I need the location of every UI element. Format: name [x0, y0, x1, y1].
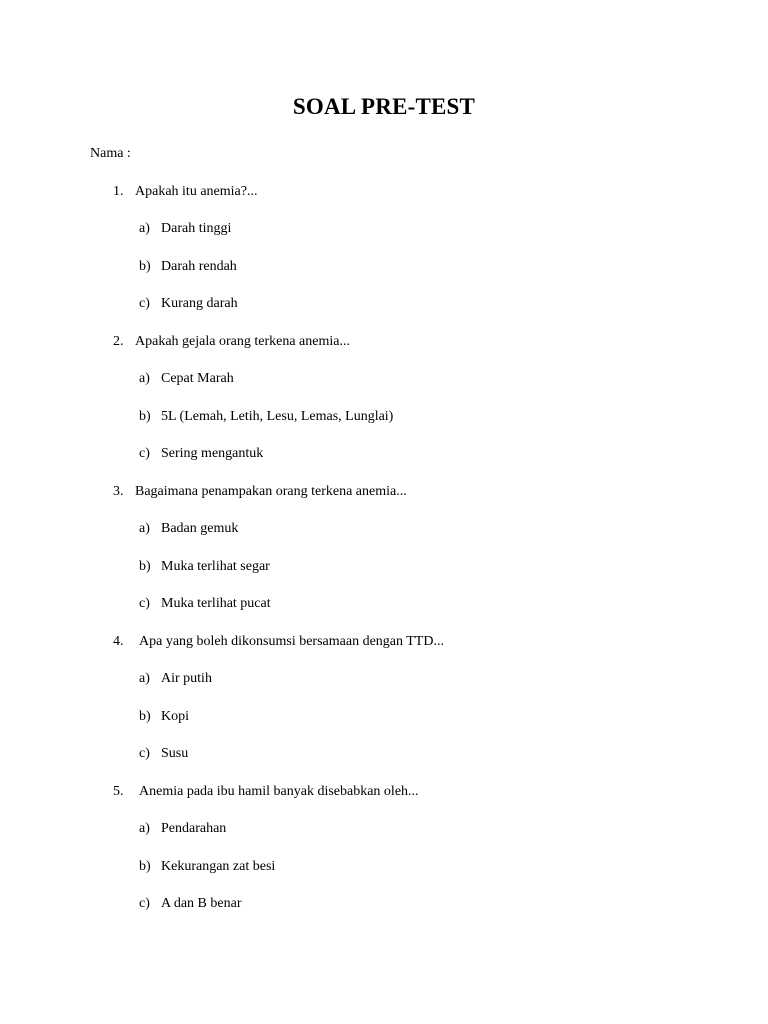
option-letter: c) [139, 896, 150, 911]
option-text: Kekurangan zat besi [161, 859, 276, 874]
question-number: 3. [113, 484, 124, 499]
option-letter: b) [139, 259, 151, 274]
option-text: Sering mengantuk [161, 446, 264, 461]
option-text: Pendarahan [161, 821, 227, 836]
question-text: Bagaimana penampakan orang terkena anemia... [135, 484, 407, 499]
option-text: Darah rendah [161, 259, 237, 274]
option-text: A dan B benar [161, 896, 242, 911]
option-letter: b) [139, 409, 151, 424]
option-text: Badan gemuk [161, 521, 239, 536]
question-text: Anemia pada ibu hamil banyak disebabkan oleh... [139, 784, 419, 799]
option-letter: c) [139, 296, 150, 311]
option-text: 5L (Lemah, Letih, Lesu, Lemas, Lunglai) [161, 409, 394, 424]
question-text: Apa yang boleh dikonsumsi bersamaan dengan TTD... [139, 634, 444, 649]
option-text: Kurang darah [161, 296, 238, 311]
option-letter: a) [139, 371, 150, 386]
option-text: Air putih [161, 671, 212, 686]
option-text: Cepat Marah [161, 371, 234, 386]
question-number: 4. [113, 634, 124, 649]
option-letter: a) [139, 671, 150, 686]
question-number: 2. [113, 334, 124, 349]
option-letter: c) [139, 446, 150, 461]
option-text: Susu [161, 746, 189, 761]
page-title: SOAL PRE-TEST [292, 94, 476, 119]
option-text: Muka terlihat segar [161, 559, 270, 574]
option-text: Muka terlihat pucat [161, 596, 271, 611]
option-letter: c) [139, 596, 150, 611]
option-letter: a) [139, 221, 150, 236]
option-letter: a) [139, 821, 150, 836]
option-letter: b) [139, 559, 151, 574]
question-number: 5. [113, 784, 124, 799]
question-text: Apakah gejala orang terkena anemia... [135, 334, 350, 349]
nama-label: Nama : [90, 146, 131, 161]
option-text: Kopi [161, 709, 189, 724]
question-text: Apakah itu anemia?... [135, 184, 258, 199]
option-letter: b) [139, 859, 151, 874]
option-letter: b) [139, 709, 151, 724]
option-letter: a) [139, 521, 150, 536]
option-text: Darah tinggi [161, 221, 232, 236]
option-letter: c) [139, 746, 150, 761]
question-number: 1. [113, 184, 124, 199]
